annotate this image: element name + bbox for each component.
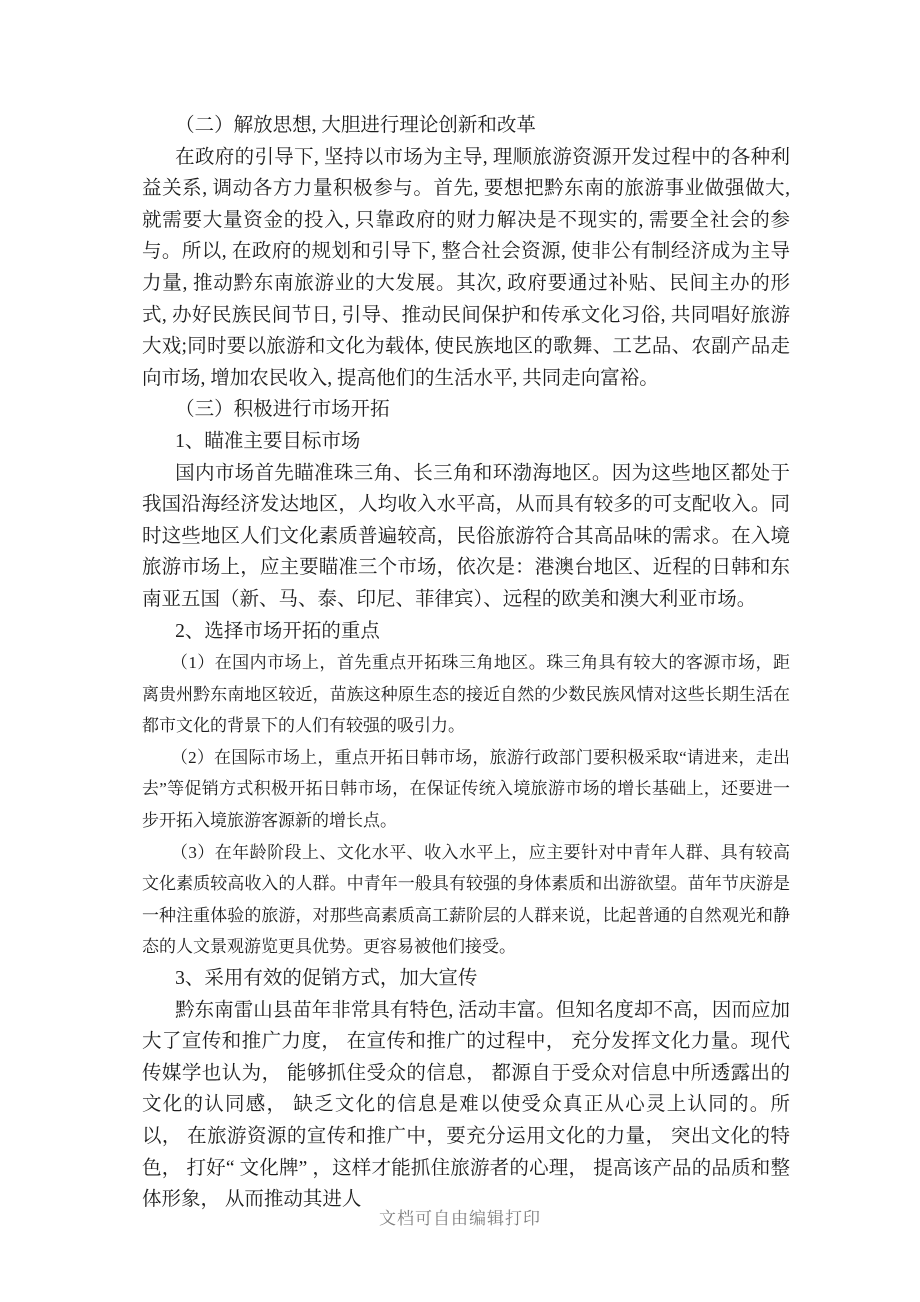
paragraph-heading: （三）积极进行市场开拓 — [175, 399, 390, 421]
paragraph-body: 国内市场首先瞄准珠三角、长三角和环渤海地区。因为这些地区都处于我国沿海经济发达地区，人均收入水平高，从而具有较多的可支配收入。同时这些地区人们文化素质普遍较高，民俗旅游符合其高品味的需求。在入境旅游市场上，应主要瞄准三个市场，依次是：港澳台地区、近程的日韩和东南亚五国（新、马、泰、印尼、菲律宾）、远程的欧美和澳大利亚市场。 — [142, 462, 790, 610]
paragraph-heading: 3、采用有效的促销方式，加大宣传 — [175, 968, 478, 990]
paragraph-heading: 1、瞄准主要目标市场 — [175, 430, 361, 452]
document-body — [142, 110, 790, 1216]
paragraph-body: （1）在国内市场上，首先重点开拓珠三角地区。珠三角具有较大的客源市场，距离贵州黔东南地区较近，苗族这种原生态的接近自然的少数民族风情对这些长期生活在都市文化的背景下的人们有较强的吸引力。 — [142, 653, 790, 736]
footer-note: 文档可自由编辑打印 — [379, 1209, 541, 1228]
paragraph-body: 在政府的引导下, 坚持以市场为主导, 理顺旅游资源开发过程中的各种利益关系, 调动各方力量积极参与。首先, 要想把黔东南的旅游事业做强做大, 就需要大量资金的投入, 只靠政府的财力解决是不现实的, 需要全社会的参与。所以, 在政府的规划和引导下, 整合社会资源, 使非公有制经济成为主导力量, 推动黔东南旅游业的大发展。其次, 政府要通过补贴、民间主办的形式, 办好民族民间节日, 引导、推动民间保护和传承文化习俗, 共同唱好旅游大戏;同时要以旅游和文化为载体, 使民族地区的歌舞、工艺品、农副产品走向市场, 增加农民收入, 提高他们的生活水平, 共同走向富裕。 — [142, 146, 790, 389]
paragraph-body: （2）在国际市场上，重点开拓日韩市场，旅游行政部门要积极采取“请进来，走出去”等促销方式积极开拓日韩市场，在保证传统入境旅游市场的增长基础上，还要进一步开拓入境旅游客源新的增长点。 — [142, 747, 790, 831]
paragraph-body: 黔东南雷山县苗年非常具有特色, 活动丰富。但知名度却不高，因而应加大了宣传和推广力度， 在宣传和推广的过程中， 充分发挥文化力量。现代传媒学也认为， 能够抓住受众的信息， 都源自于受众对信息中所透露出的文化的认同感， 缺乏文化的信息是难以使受众真正从心灵上认同的。所以， 在旅游资源的宣传和推广中，要充分运用文化的力量， 突出文化的特色， 打好“ 文化牌” ，这样才能抓住旅游者的心理， 提高该产品的品质和整体形象， 从而推动其进人 — [142, 999, 790, 1211]
paragraph-body: （3）在年龄阶段上、文化水平、收入水平上，应主要针对中青年人群、具有较高文化素质较高收入的人群。中青年一般具有较强的身体素质和出游欲望。苗年节庆游是一种注重体验的旅游，对那些高素质高工薪阶层的人群来说，比起普通的自然观光和静态的人文景观游览更具优势。更容易被他们接受。 — [142, 842, 790, 957]
paragraph-heading: 2、选择市场开拓的重点 — [175, 620, 380, 642]
paragraph-heading: （二）解放思想, 大胆进行理论创新和改革 — [175, 115, 536, 136]
